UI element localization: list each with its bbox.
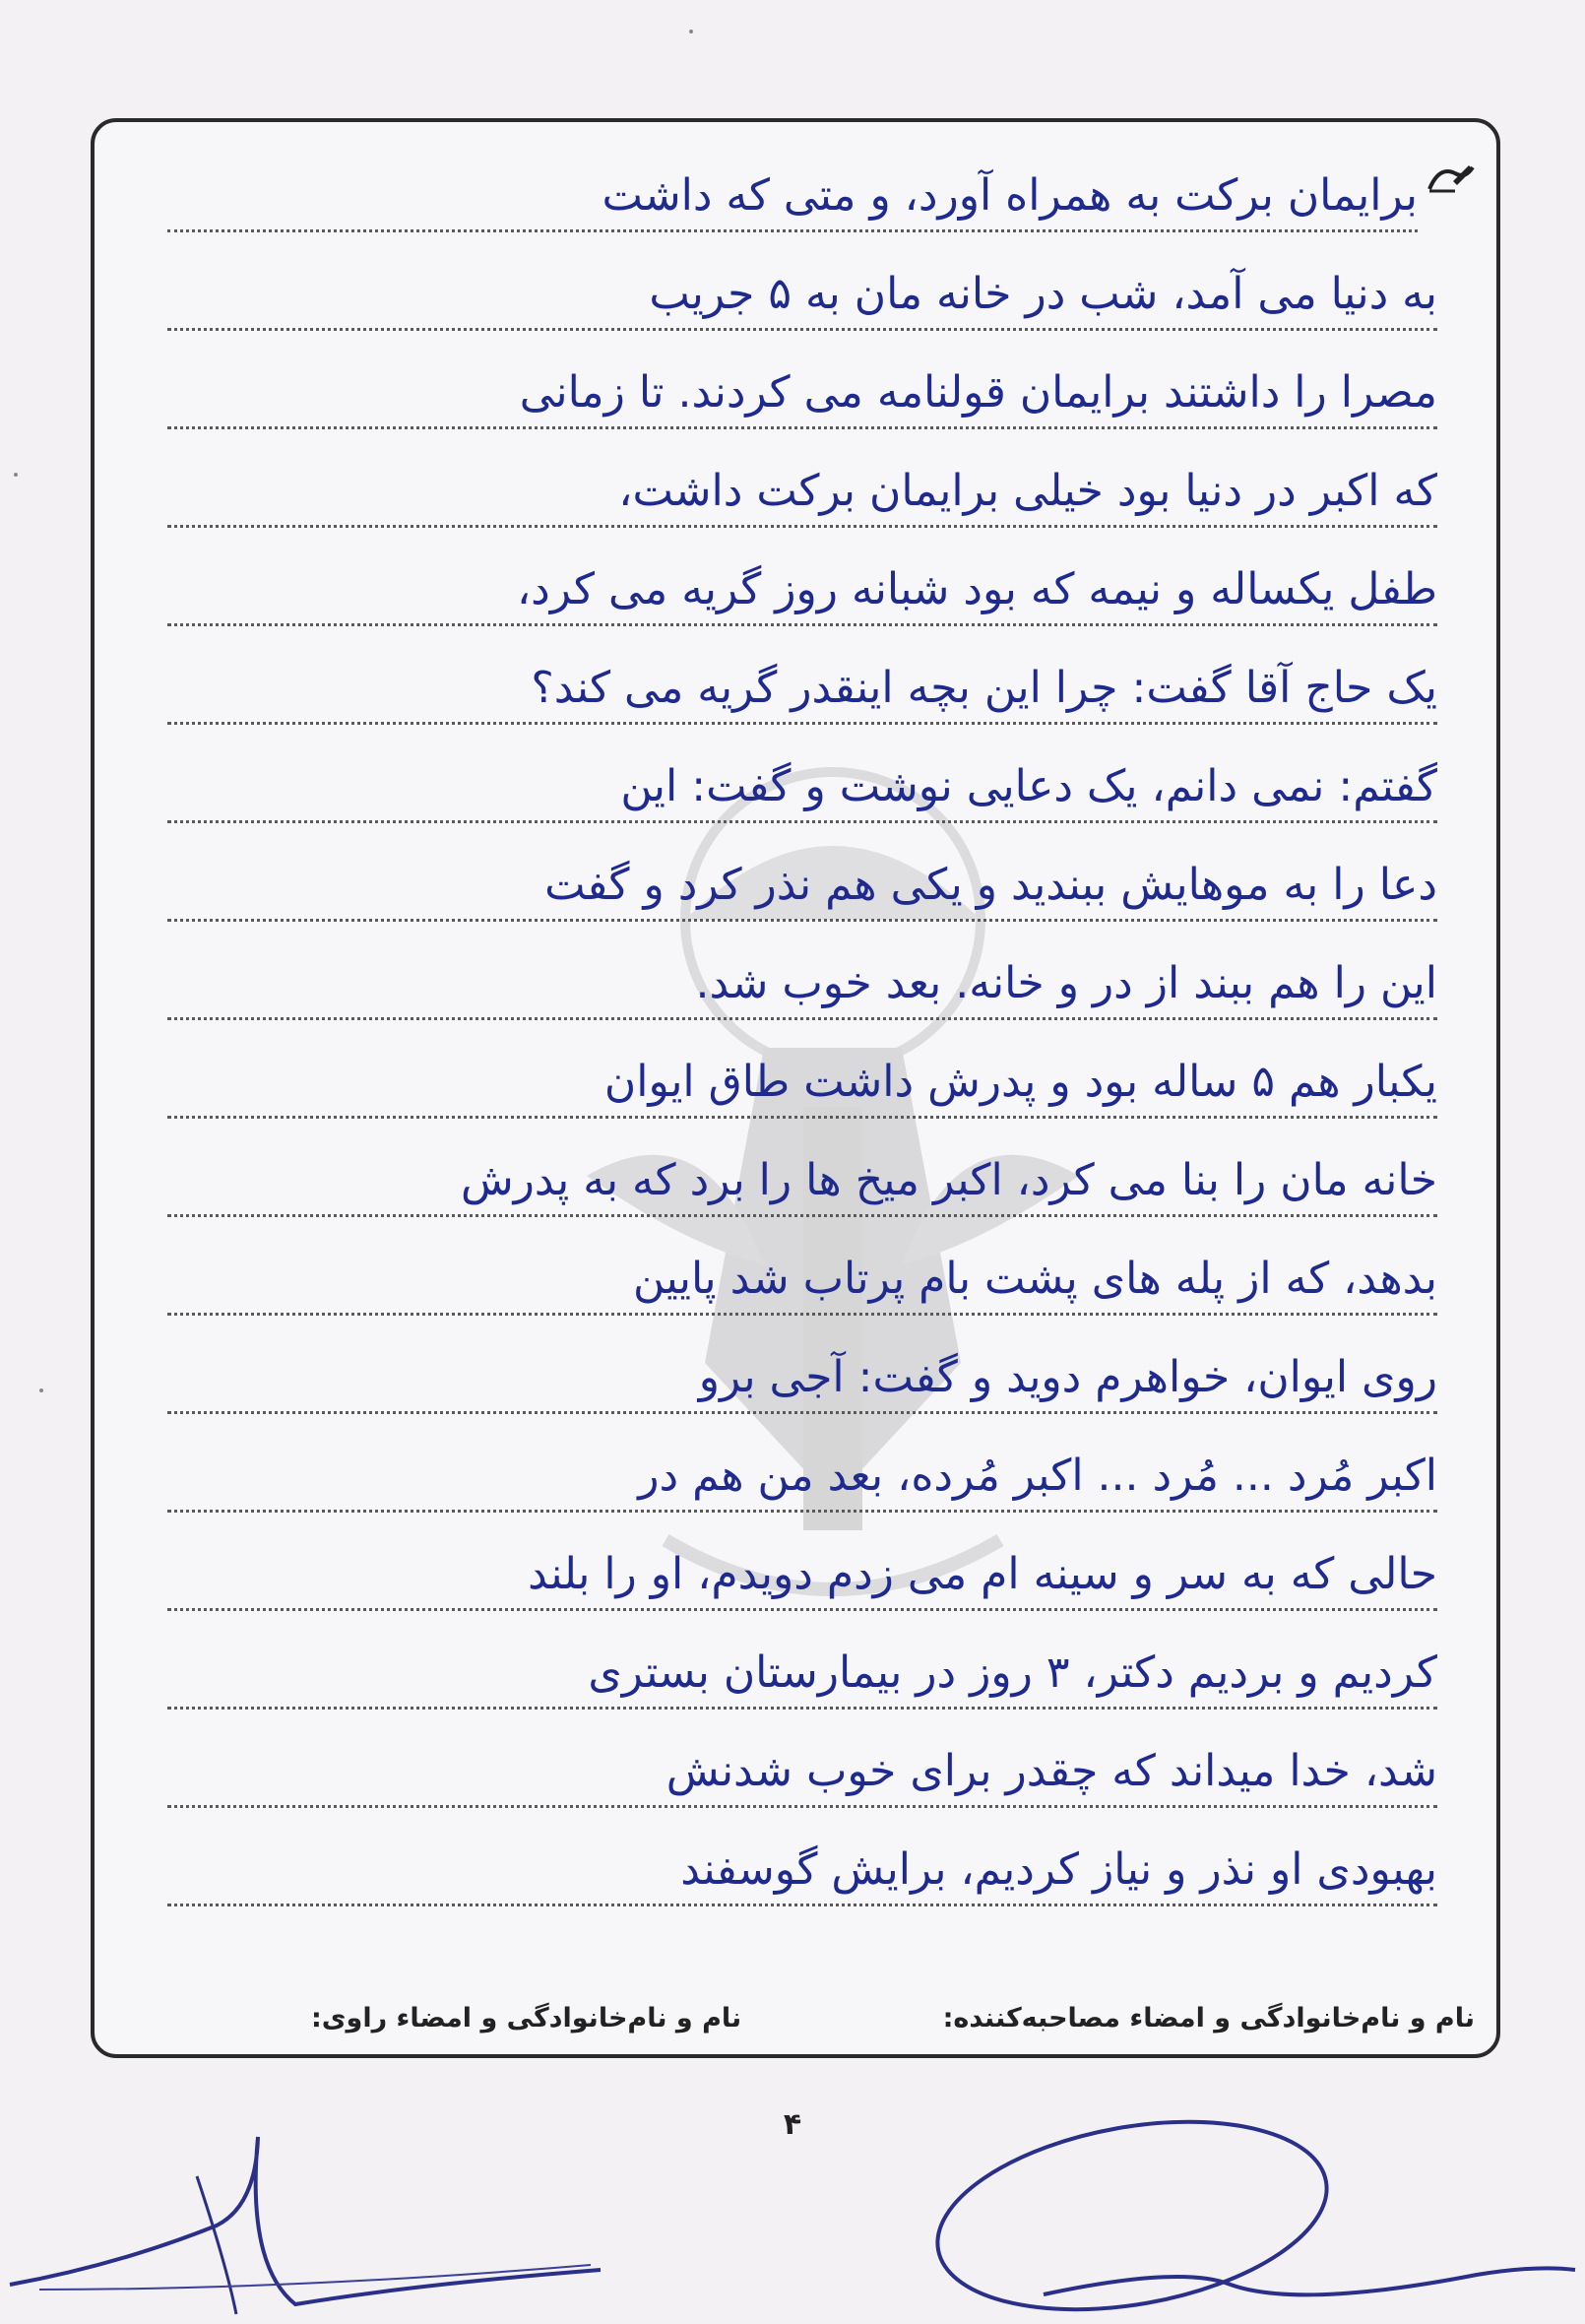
text-line: روی ایوان، خواهرم دوید و گفت: آجی برو xyxy=(167,1343,1437,1414)
text-line: یکبار هم ۵ ساله بود و پدرش داشت طاق ایوان xyxy=(167,1048,1437,1119)
signature-left xyxy=(0,2117,630,2324)
handwritten-text-body xyxy=(95,122,1496,2054)
text-line: شد، خدا میداند که چقدر برای خوب شدنش xyxy=(167,1737,1437,1808)
page-frame xyxy=(91,118,1500,2058)
text-line: دعا را به موهایش ببندید و یکی هم نذر کرد و گفت xyxy=(167,851,1437,922)
page-number: ۴ xyxy=(783,2107,802,2142)
text-line: گفتم: نمی دانم، یک دعایی نوشت و گفت: این xyxy=(167,752,1437,823)
interviewer-signature-label: نام و نام‌خانوادگی و امضاء مصاحبه‌کننده: xyxy=(942,2003,1475,2034)
text-line: مصرا را داشتند برایمان قولنامه می کردند. تا زمانی xyxy=(167,358,1437,429)
text-line: که اکبر در دنیا بود خیلی برایمان برکت داشت، xyxy=(167,457,1437,528)
text-line: به دنیا می آمد، شب در خانه مان به ۵ جریب xyxy=(167,260,1437,331)
signature-right xyxy=(925,2098,1585,2324)
text-line: بهبودی او نذر و نیاز کردیم، برایش گوسفند xyxy=(167,1836,1437,1906)
narrator-signature-label: نام و نام‌خانوادگی و امضاء راوی: xyxy=(311,2003,742,2034)
text-line: طفل یکساله و نیمه که بود شبانه روز گریه می کرد، xyxy=(167,555,1437,626)
text-line: بدهد، که از پله های پشت بام پرتاب شد پایین xyxy=(167,1245,1437,1316)
text-line: اکبر مُرد ... مُرد ... اکبر مُرده، بعد من هم در xyxy=(167,1442,1437,1513)
text-line: خانه مان را بنا می کرد، اکبر میخ ها را برد که به پدرش xyxy=(167,1146,1437,1217)
text-line: برایمان برکت به همراه آورد، و متی که داشت xyxy=(167,161,1418,232)
paper-speck xyxy=(689,30,693,33)
paper-speck xyxy=(14,473,18,477)
text-line: این را هم ببند از در و خانه. بعد خوب شد. xyxy=(167,949,1437,1020)
text-line: کردیم و بردیم دکتر، ۳ روز در بیمارستان بستری xyxy=(167,1639,1437,1710)
paper-speck xyxy=(39,1388,43,1392)
signature-labels-row xyxy=(95,1985,1496,2044)
text-line: حالی که به سر و سینه ام می زدم دویدم، او را بلند xyxy=(167,1540,1437,1611)
text-line: یک حاج آقا گفت: چرا این بچه اینقدر گریه می کند؟ xyxy=(167,654,1437,725)
